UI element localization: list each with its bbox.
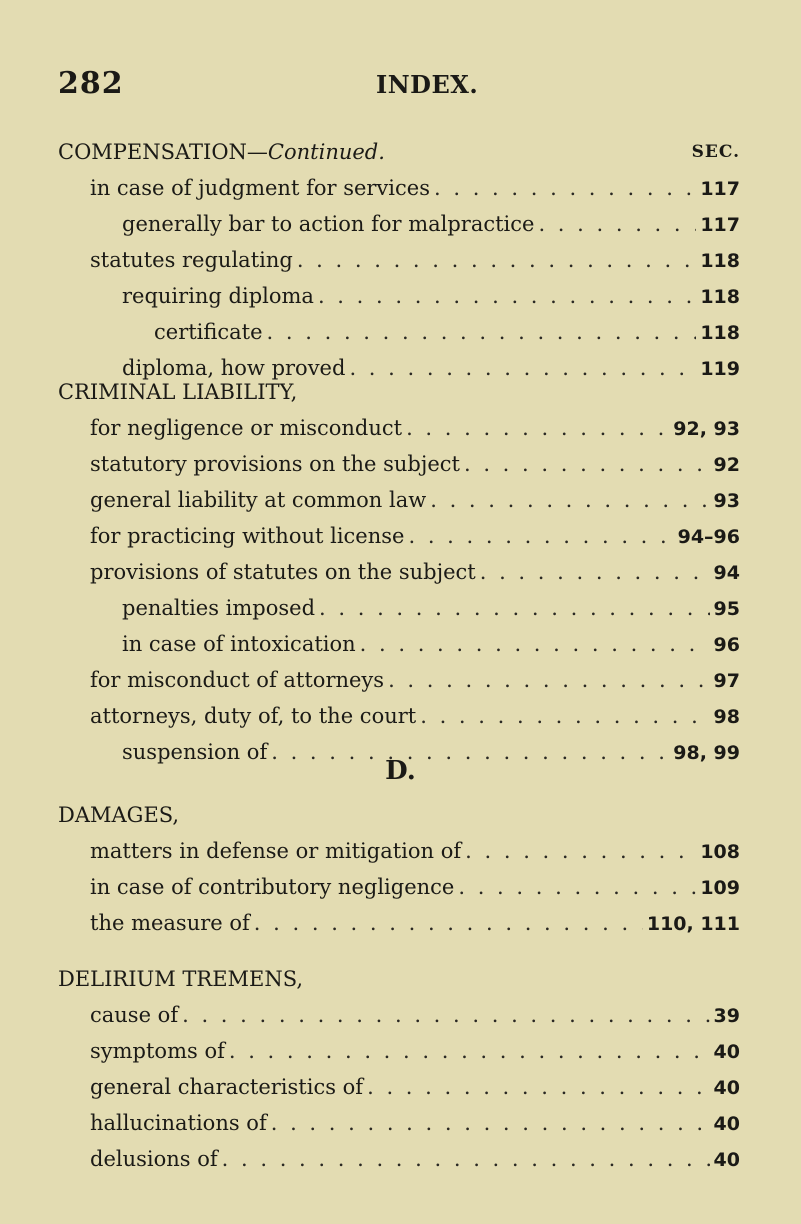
index-entry	[58, 206, 740, 242]
index-entry	[58, 1141, 740, 1177]
section-reference: 108	[700, 841, 740, 863]
dot-leader	[267, 314, 697, 350]
entry-text: cause of	[90, 1003, 179, 1027]
section-reference: 94	[713, 562, 740, 584]
index-entry	[58, 590, 740, 626]
index-entry	[58, 278, 740, 314]
dot-leader	[465, 833, 696, 869]
section-reference: 40	[713, 1113, 740, 1135]
dot-leader	[458, 869, 696, 905]
section-reference: 97	[713, 670, 740, 692]
heading-main: DELIRIUM TREMENS,	[58, 967, 304, 991]
dot-leader	[420, 698, 709, 734]
index-entry	[58, 314, 740, 350]
entry-text: in case of intoxication	[122, 632, 356, 656]
dot-leader	[319, 590, 710, 626]
entry-text: certificate	[154, 320, 263, 344]
page-number: 282	[58, 66, 124, 101]
section-reference: 92	[713, 454, 740, 476]
section-reference: 119	[700, 358, 740, 380]
section-heading	[58, 961, 740, 997]
dot-leader	[408, 518, 673, 554]
dot-leader	[254, 905, 643, 941]
entry-text: statutory provisions on the subject	[90, 452, 460, 476]
index-entry	[58, 698, 740, 734]
section-reference: 109	[700, 877, 740, 899]
section-reference: 96	[713, 634, 740, 656]
dot-leader	[538, 206, 696, 242]
dot-leader	[464, 446, 710, 482]
dot-leader	[480, 554, 710, 590]
dot-leader	[360, 626, 710, 662]
entry-text: delusions of	[90, 1147, 218, 1171]
entry-text: symptoms of	[90, 1039, 225, 1063]
entry-text: general liability at common law	[90, 488, 427, 512]
letter-heading-d: D.	[385, 756, 416, 786]
dot-leader	[182, 997, 709, 1033]
heading-main: CRIMINAL LIABILITY,	[58, 380, 298, 404]
entry-list	[58, 410, 740, 770]
section-reference: 40	[713, 1077, 740, 1099]
section-reference: 95	[713, 598, 740, 620]
index-entry	[58, 170, 740, 206]
entry-text: attorneys, duty of, to the court	[90, 704, 417, 728]
entry-text: for negligence or misconduct	[90, 416, 403, 440]
section-compensation	[58, 134, 740, 386]
section-reference: 110, 111	[646, 913, 740, 935]
heading-main: COMPENSATION—	[58, 140, 268, 164]
index-entry	[58, 662, 740, 698]
entry-text: general characteristics of	[90, 1075, 364, 1099]
index-entry	[58, 554, 740, 590]
dot-leader	[318, 278, 696, 314]
heading-continued: Continued.	[267, 140, 385, 164]
section-reference: 40	[713, 1041, 740, 1063]
entry-text: in case of contributory negligence	[90, 875, 455, 899]
index-entry	[58, 446, 740, 482]
section-criminal-liability	[58, 374, 740, 770]
index-entry	[58, 869, 740, 905]
dot-leader	[271, 1105, 710, 1141]
section-damages	[58, 797, 740, 941]
dot-leader	[434, 170, 696, 206]
entry-text: the measure of	[90, 911, 250, 935]
heading-main: DAMAGES,	[58, 803, 180, 827]
page-header	[58, 66, 758, 106]
section-reference: 40	[713, 1149, 740, 1171]
entry-list	[58, 997, 740, 1177]
index-entry	[58, 997, 740, 1033]
section-reference: 39	[713, 1005, 740, 1027]
section-reference: 93	[713, 490, 740, 512]
entry-text: for misconduct of attorneys	[90, 668, 385, 692]
dot-leader	[297, 242, 697, 278]
section-reference: 118	[700, 322, 740, 344]
section-heading	[58, 374, 740, 410]
entry-text: for practicing without license	[90, 524, 405, 548]
section-reference: 94–96	[677, 526, 740, 548]
section-delirium-tremens	[58, 961, 740, 1177]
section-reference: 118	[700, 250, 740, 272]
entry-text: provisions of statutes on the subject	[90, 560, 476, 584]
entry-text: diploma, how proved	[122, 356, 346, 380]
section-reference: 98	[713, 706, 740, 728]
section-reference: 117	[700, 214, 740, 236]
entry-text: matters in defense or mitigation of	[90, 839, 462, 863]
entry-list	[58, 833, 740, 941]
entry-text: requiring diploma	[122, 284, 314, 308]
running-head: INDEX.	[376, 70, 479, 99]
entry-text: suspension of	[122, 740, 268, 764]
dot-leader	[430, 482, 709, 518]
index-entry	[58, 833, 740, 869]
index-entry	[58, 905, 740, 941]
entry-text: statutes regulating	[90, 248, 293, 272]
dot-leader	[229, 1033, 710, 1069]
section-reference: 117	[700, 178, 740, 200]
entry-text: penalties imposed	[122, 596, 316, 620]
section-heading	[58, 134, 740, 170]
section-reference: 98, 99	[673, 742, 740, 764]
dot-leader	[222, 1141, 710, 1177]
index-entry	[58, 410, 740, 446]
index-entry	[58, 242, 740, 278]
section-heading	[58, 797, 740, 833]
index-entry	[58, 1105, 740, 1141]
section-reference: 118	[700, 286, 740, 308]
index-entry	[58, 1033, 740, 1069]
entry-text: generally bar to action for malpractice	[122, 212, 535, 236]
entry-text: hallucinations of	[90, 1111, 267, 1135]
dot-leader	[388, 662, 709, 698]
entry-list	[58, 170, 740, 386]
index-entry	[58, 626, 740, 662]
section-reference: 92, 93	[673, 418, 740, 440]
index-entry	[58, 518, 740, 554]
index-entry	[58, 1069, 740, 1105]
sec-column-label: SEC.	[691, 142, 740, 162]
entry-text: in case of judgment for services	[90, 176, 430, 200]
dot-leader	[367, 1069, 709, 1105]
index-entry	[58, 482, 740, 518]
dot-leader	[406, 410, 669, 446]
